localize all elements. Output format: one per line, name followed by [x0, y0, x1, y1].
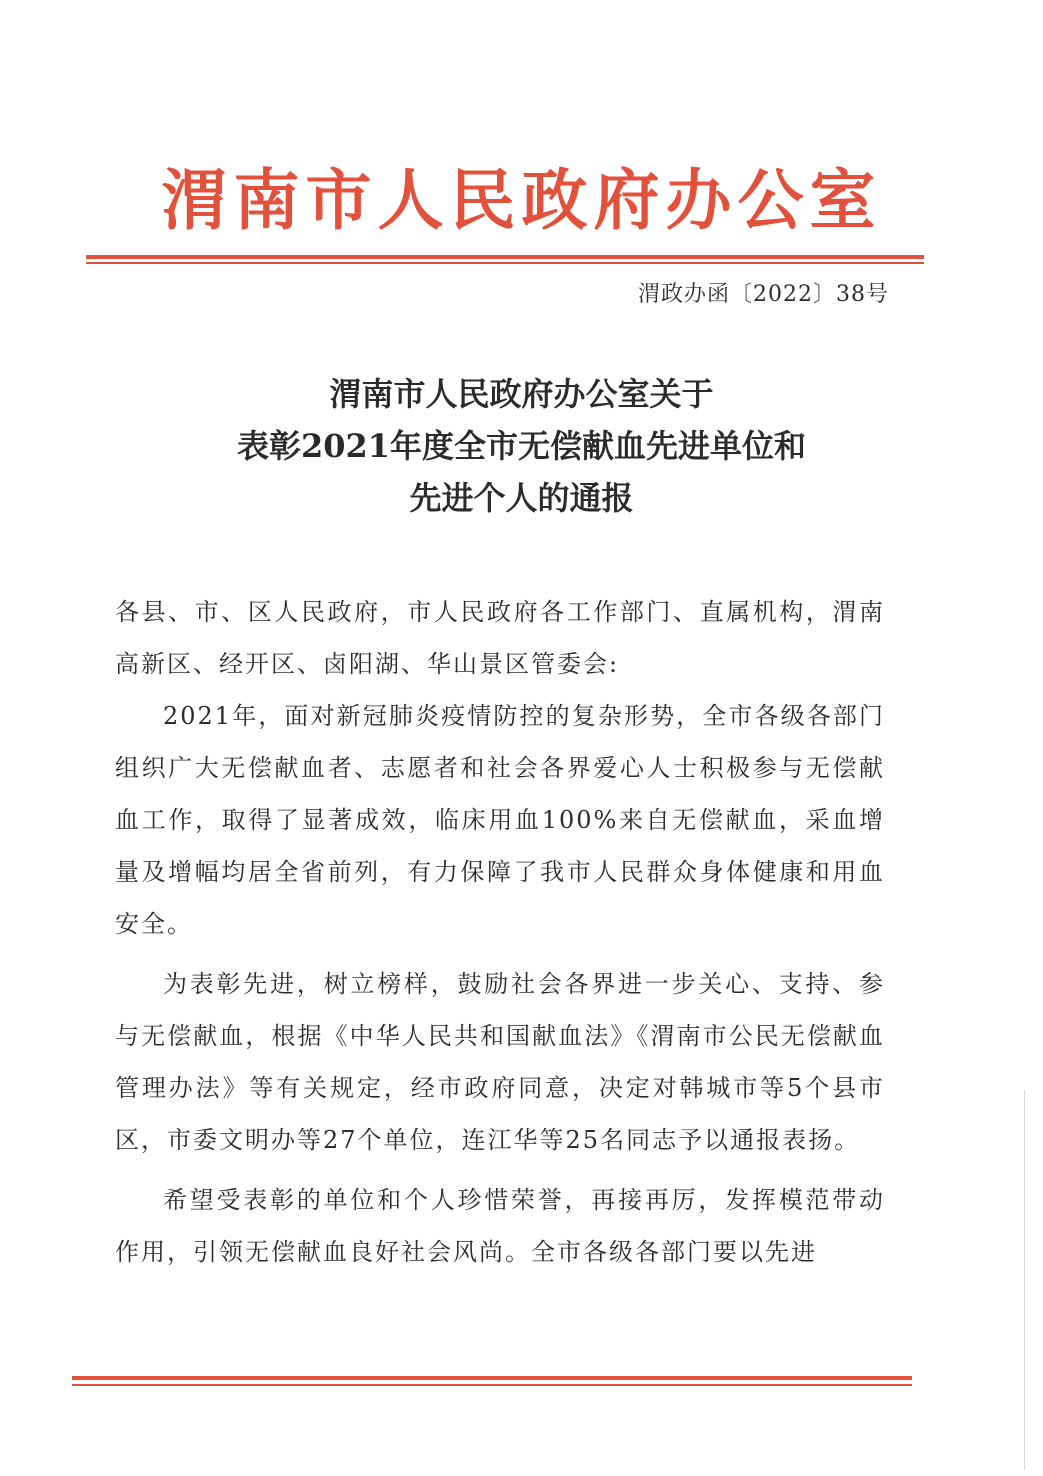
paragraph-2: 为表彰先进，树立榜样，鼓励社会各界进一步关心、支持、参与无偿献血，根据《中华人民共和国献血法》《渭南市公民无偿献血管理办法》等有关规定，经市政府同意，决定对韩城市等5个县市区，市委文明办等27个单位，连江华等25名同志予以通报表扬。	[115, 970, 885, 1154]
title-line-1: 渭南市人民政府办公室关于	[329, 375, 714, 413]
scan-edge-line	[1024, 1090, 1025, 1470]
paragraph-3: 希望受表彰的单位和个人珍惜荣誉，再接再厉，发挥模范带动作用，引领无偿献血良好社会风尚。全市各级各部门要以先进	[115, 1186, 885, 1266]
title-line-2: 表彰2021年度全市无偿献血先进单位和	[236, 427, 807, 465]
footer-rule-thin	[72, 1384, 912, 1386]
footer-rule-thick	[72, 1376, 912, 1380]
masthead-title: 渭南市人民政府办公室	[161, 161, 882, 239]
title-line-3: 先进个人的通报	[409, 479, 634, 517]
document-body	[115, 586, 885, 1278]
document-title	[0, 368, 1043, 524]
header-rule-thick	[86, 255, 924, 259]
paragraph-1: 2021年，面对新冠肺炎疫情防控的复杂形势，全市各级各部门组织广大无偿献血者、志愿者和社会各界爱心人士积极参与无偿献血工作，取得了显著成效，临床用血100%来自无偿献血，采血增量及增幅均居全省前列，有力保障了我市人民群众身体健康和用血安全。	[115, 702, 885, 938]
salutation: 各县、市、区人民政府，市人民政府各工作部门、直属机构，渭南高新区、经开区、卤阳湖、华山景区管委会:	[115, 598, 885, 678]
document-number: 渭政办函〔2022〕38号	[638, 282, 889, 307]
header-rule-thin	[86, 262, 924, 264]
